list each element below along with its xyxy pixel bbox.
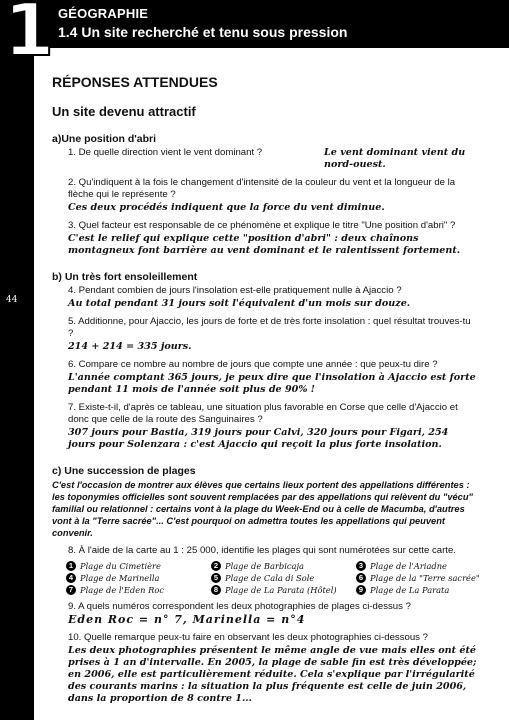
number-badge: 6 <box>356 573 366 583</box>
question-8: 8. À l'aide de la carte au 1 : 25 000, identifie les plages qui sont numérotées sur cette carte. <box>68 545 456 556</box>
question-10: 10. Quelle remarque peux-tu faire en observant les deux photographies ci-dessous ? <box>68 632 428 643</box>
beach-name: Plage de Cala di Sole <box>225 573 315 583</box>
beach-name: Plage de Marinella <box>80 573 160 583</box>
subsection-c-title: c) Une succession de plages <box>52 465 196 477</box>
chapter-number: 1 <box>4 0 55 72</box>
number-badge: 8 <box>211 585 221 595</box>
beach-item <box>211 585 356 595</box>
answer-5: 214 + 214 = 335 jours. <box>68 341 192 352</box>
beach-name: Plage de La Parata (Hôtel) <box>225 585 337 595</box>
number-badge: 4 <box>66 573 76 583</box>
question-2: 2. Qu'indiquent à la fois le changement d'intensité de la couleur du vent et la longueur de la flèche qui le représente ? <box>68 177 456 200</box>
subject-label: GÉOGRAPHIE <box>58 6 149 21</box>
side-strip <box>0 48 34 720</box>
answer-1: Le vent dominant vient du nord-ouest. <box>324 147 466 170</box>
number-badge: 5 <box>211 573 221 583</box>
question-7: 7. Existe-t-il, d'après ce tableau, une situation plus favorable en Corse que celle d'Ajaccio et donc que celle de la route des Sanguinaires ? <box>68 402 458 425</box>
answer-9: Eden Roc = n° 7, Marinella = n°4 <box>68 613 306 626</box>
page-number: 44 <box>6 295 18 305</box>
question-9: 9. A quels numéros correspondent les deux photographies de plages ci-dessus ? <box>68 601 411 612</box>
number-badge: 3 <box>356 561 366 571</box>
answer-4: Au total pendant 31 jours soit l'équivalent d'un mois sur douze. <box>68 298 411 309</box>
beach-name: Plage de La Parata <box>370 585 450 595</box>
responses-heading: RÉPONSES ATTENDUES <box>52 74 218 90</box>
answer-6: L'année comptant 365 jours, je peux dire que l'insolation à Ajaccio est forte pendant 11 mois de l'année soit plus de 90% ! <box>68 372 476 395</box>
beach-item <box>66 573 211 583</box>
beach-name: Plage de Barbicaja <box>225 561 304 571</box>
beach-list <box>66 561 478 595</box>
beach-item <box>356 585 496 595</box>
number-badge: 9 <box>356 585 366 595</box>
answer-3: C'est le relief qui explique cette "position d'abri" : deux chaînons montagneux font barrière au vent dominant et le ralentissent fortement. <box>68 233 461 256</box>
answer-2: Ces deux procédés indiquent que la force du vent diminue. <box>68 202 385 213</box>
subsection-a-title: a)Une position d'abri <box>52 133 157 145</box>
question-6: 6. Compare ce nombre au nombre de jours que compte une année : que peux-tu dire ? <box>68 359 438 370</box>
beach-item <box>66 561 211 571</box>
answer-7: 307 jours pour Bastia, 319 jours pour Calvi, 320 jours pour Figari, 254 jours pour Solenzara : c'est Ajaccio qui reçoit la plus forte insolation. <box>68 427 449 450</box>
page-title: 1.4 Un site recherché et tenu sous pression <box>58 24 348 40</box>
question-3: 3. Quel facteur est responsable de ce phénomène et explique le titre "Une position d'abri" ? <box>68 220 456 231</box>
number-badge: 2 <box>211 561 221 571</box>
number-badge: 1 <box>66 561 76 571</box>
beach-name: Plage de la "Terre sacrée" <box>370 573 480 583</box>
subsection-c-intro: C'est l'occasion de montrer aux élèves que certains lieux portent des appellations différentes : les toponymies officielles sont souvent remplacées par des appellations qui relèvent du "vécu" familial ou relationnel : certains vont à la plage du Week-End ou à celle de Macumba, d'autres vont à la "Terre sacrée"... C'est pourquoi on admettra toutes les appellations qui peuvent convenir. <box>52 480 473 538</box>
question-4: 4. Pendant combien de jours l'insolation est-elle pratiquement nulle à Ajaccio ? <box>68 285 402 296</box>
beach-name: Plage de l'Eden Roc <box>80 585 164 595</box>
subsection-b-title: b) Un très fort ensoleillement <box>52 271 198 283</box>
question-1: 1. De quelle direction vient le vent dominant ? <box>68 147 263 158</box>
beach-item <box>66 585 211 595</box>
main-content <box>52 74 478 705</box>
beach-item <box>211 573 356 583</box>
beach-name: Plage du Cimetière <box>80 561 161 571</box>
beach-name: Plage de l'Ariadne <box>370 561 447 571</box>
beach-item <box>356 573 496 583</box>
question-5: 5. Additionne, pour Ajaccio, les jours de forte et de très forte insolation : quel résultat trouves-tu ? <box>68 316 471 339</box>
answer-10: Les deux photographies présentent le même angle de vue mais elles ont été prises à 1 an d'intervalle. En 2005, la plage de sable fin est très développée; en 2006, elle est particulièrement réduite. Cela s'explique par l'irrégularité des courants marins : la situation la plus fréquente est celle de juin 2006, dans la proportion de 8 contre 1... <box>68 645 477 704</box>
section-title: Un site devenu attractif <box>52 104 196 119</box>
number-badge: 7 <box>66 585 76 595</box>
beach-item <box>211 561 356 571</box>
beach-item <box>356 561 496 571</box>
